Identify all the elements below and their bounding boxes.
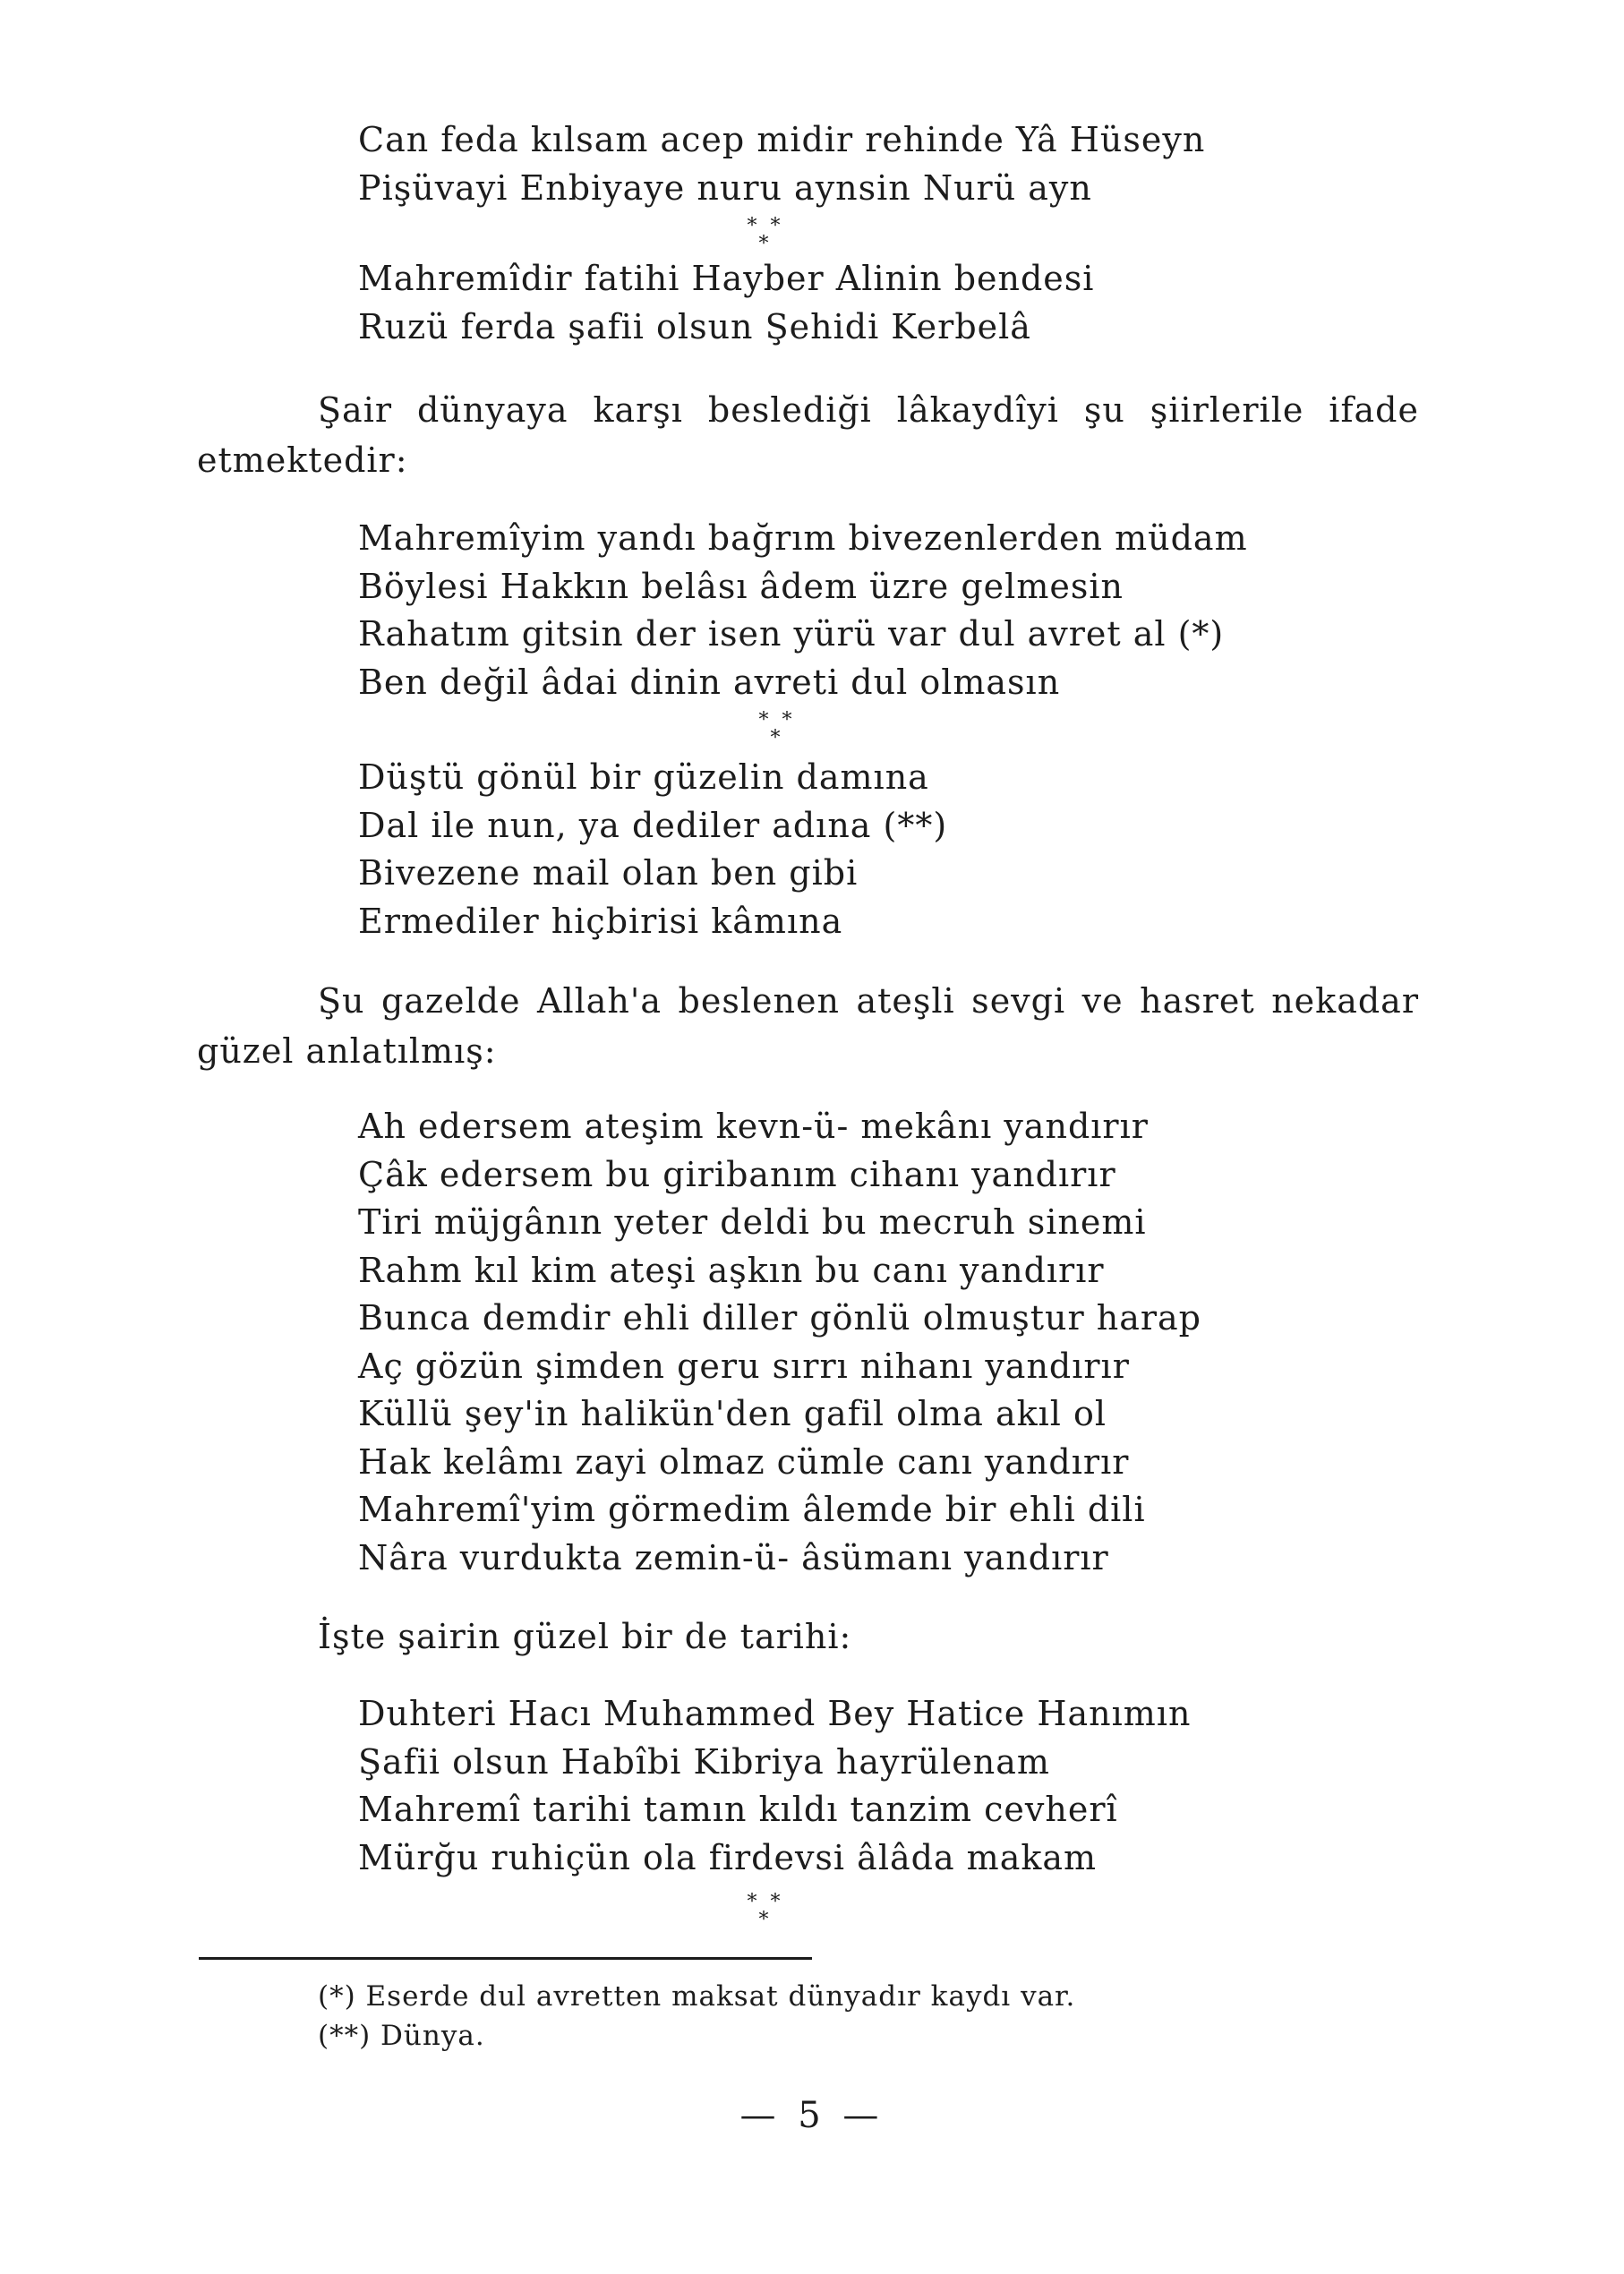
verse-line: Dal ile nun, ya dediler adına (**): [358, 805, 948, 845]
paragraph-first-line: Şair dünyaya karşı beslediği lâkaydîyi şu şiirlerile ifade: [318, 390, 1419, 430]
footnote-divider: [199, 1957, 812, 1960]
verse-block-1: [358, 116, 1205, 212]
footnotes: [318, 1977, 1075, 2056]
verse-line: Nâra vurdukta zemin-ü- âsümanı yandırır: [358, 1537, 1109, 1577]
verse-line: Rahatım gitsin der isen yürü var dul avret al (*): [358, 614, 1225, 654]
verse-line: Mahremî'yim görmedim âlemde bir ehli dili: [358, 1490, 1146, 1529]
verse-block-2: [358, 255, 1094, 351]
verse-line: Bivezene mail olan ben gibi: [358, 853, 859, 893]
verse-line: Pişüvayi Enbiyaye nuru aynsin Nurü ayn: [358, 167, 1092, 208]
verse-line: Küllü şey'in halikün'den gafil olma akıl ol: [358, 1394, 1107, 1433]
star-separator: * * *: [747, 215, 784, 255]
page-number: — 5 —: [739, 2095, 885, 2136]
prose-paragraph-1: [197, 385, 1419, 485]
verse-line: Duhteri Hacı Muhammed Bey Hatice Hanımın: [358, 1694, 1192, 1733]
verse-line: Hak kelâmı zayi olmaz cümle canı yandırır: [358, 1441, 1130, 1482]
footnote-2: (**) Dünya.: [318, 2020, 485, 2052]
verse-line: Düştü gönül bir güzelin damına: [358, 757, 929, 797]
verse-line: Çâk edersem bu giribanım cihanı yandırır: [358, 1154, 1116, 1194]
verse-line: Mahremî tarihi tamın kıldı tanzim cevherî: [358, 1790, 1118, 1829]
verse-line: Ah edersem ateşim kevn-ü- mekânı yandırır: [358, 1107, 1149, 1146]
verse-line: Aç gözün şimden geru sırrı nihanı yandırır: [358, 1346, 1130, 1386]
verse-line: Ruzü ferda şafii olsun Şehidi Kerbelâ: [358, 306, 1031, 346]
verse-line: Mahremîyim yandı bağrım bivezenlerden müdam: [358, 518, 1248, 558]
verse-line: Bunca demdir ehli diller gönlü olmuştur harap: [358, 1298, 1202, 1338]
paragraph-continuation: etmektedir:: [197, 440, 408, 480]
verse-block-4: [358, 754, 947, 945]
star-separator: * * *: [747, 1891, 784, 1931]
footnote-1: (*) Eserde dul avretten maksat dünyadır kaydı var.: [318, 1980, 1076, 2013]
intro-line: İşte şairin güzel bir de tarihi:: [318, 1617, 852, 1656]
paragraph-continuation: güzel anlatılmış:: [197, 1031, 497, 1071]
prose-paragraph-2: [197, 976, 1419, 1076]
verse-block-3: [358, 515, 1248, 706]
verse-line: Ben değil âdai dinin avreti dul olmasın: [358, 662, 1061, 702]
verse-line: Mürğu ruhiçün ola firdevsi âlâda makam: [358, 1837, 1098, 1877]
verse-line: Mahremîdir fatihi Hayber Alinin bendesi: [358, 259, 1095, 298]
verse-line: Tiri müjgânın yeter deldi bu mecruh sinemi: [358, 1202, 1147, 1242]
paragraph-first-line: Şu gazelde Allah'a beslenen ateşli sevgi ve hasret nekadar: [318, 981, 1419, 1021]
verse-block-6: [358, 1690, 1191, 1882]
verse-line: Şafii olsun Habîbi Kibriya hayrülenam: [358, 1741, 1050, 1782]
verse-block-5: [358, 1103, 1201, 1582]
verse-line: Böylesi Hakkın belâsı âdem üzre gelmesin: [358, 566, 1124, 606]
verse-line: Rahm kıl kim ateşi aşkın bu canı yandırır: [358, 1250, 1105, 1290]
verse-line: Can feda kılsam acep midir rehinde Yâ Hüseyn: [358, 120, 1206, 159]
verse-line: Ermediler hiçbirisi kâmına: [358, 901, 843, 941]
star-separator: * * *: [758, 709, 796, 749]
